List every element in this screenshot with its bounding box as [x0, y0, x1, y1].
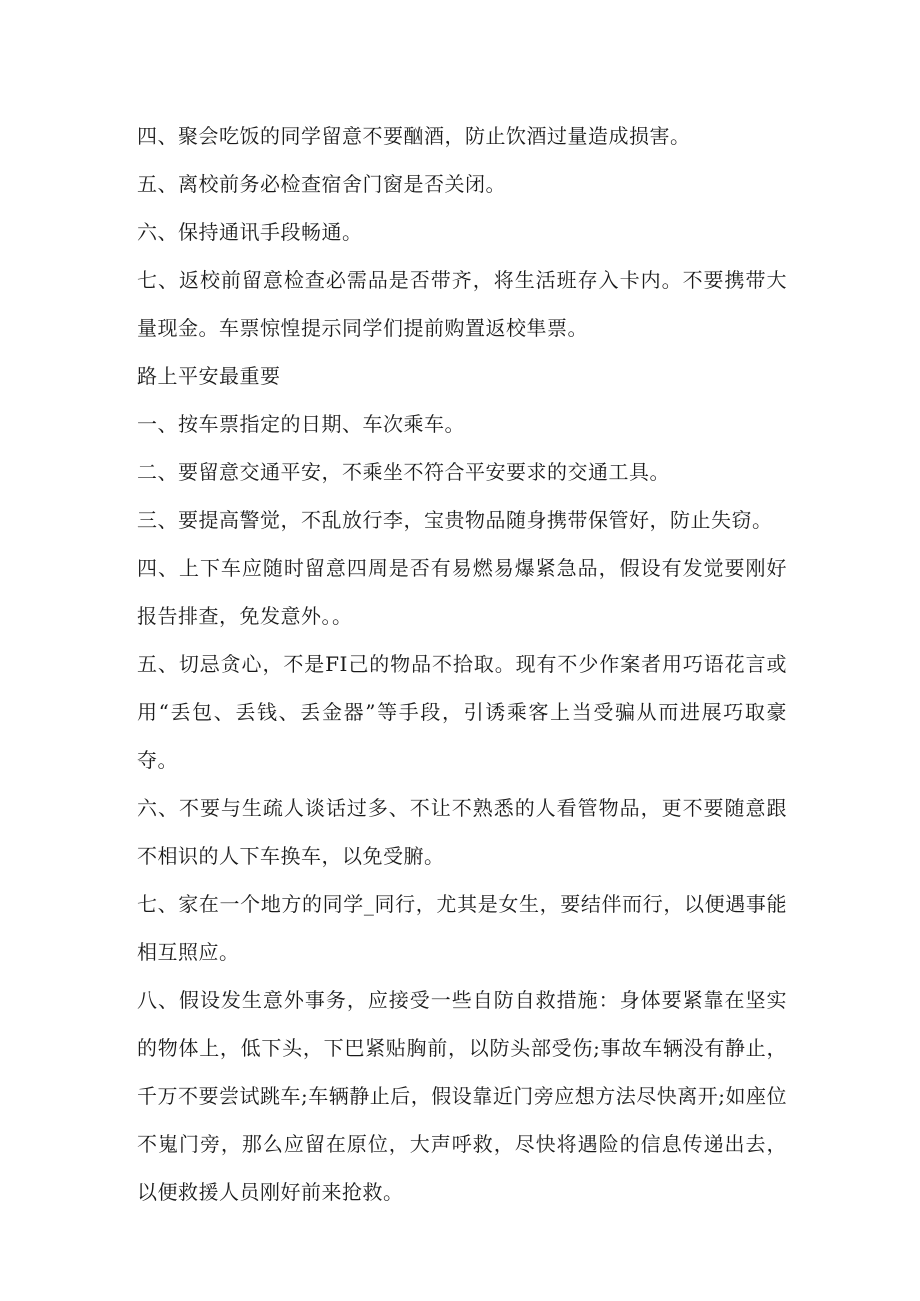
paragraph-travel-1-ticket: 一、按车票指定的日期、车次乘车。: [137, 412, 465, 436]
paragraph-travel-2-traffic: 二、要留意交通平安，不乘坐不符合平安要求的交通工具。: [137, 460, 670, 484]
paragraph-travel-5-greed: 五、切忌贪心，不是FI己的物品不拾取。现有不少作案者用巧语花言或用“丢包、丢钱、丢金器”等手段，引诱乘客上当受骗从而进展巧取豪夺。: [137, 652, 787, 772]
document-body: [137, 112, 787, 1216]
paragraph-item-4-gathering: 四、聚会吃饭的同学留意不要酗酒，防止饮酒过量造成损害。: [137, 124, 691, 148]
paragraph-travel-4-hazards: 四、上下车应随时留意四周是否有易燃易爆紧急品，假设有发觉要刚好报告排查，免发意外。。: [137, 556, 787, 628]
paragraph-travel-6-strangers: 六、不要与生疏人谈话过多、不让不熟悉的人看管物品，更不要随意跟不相识的人下车换车，以免受腑。: [137, 796, 787, 868]
paragraph-item-6-communication: 六、保持通讯手段畅通。: [137, 220, 363, 244]
paragraph-item-5-dorm-check: 五、离校前务必检查宿舍门窗是否关闭。: [137, 172, 506, 196]
section-heading-travel-safety: 路上平安最重要: [137, 364, 281, 388]
paragraph-travel-3-vigilance: 三、要提高警觉，不乱放行李，宝贵物品随身携带保管好，防止失窃。: [137, 508, 773, 532]
paragraph-travel-7-companions: 七、家在一个地方的同学_同行，尤其是女生，要结伴而行，以便遇事能相互照应。: [137, 892, 787, 964]
paragraph-travel-8-emergency: 八、假设发生意外事务，应接受一些自防自救措施：身体要紧靠在坚实的物体上，低下头，下巴紧贴胸前，以防头部受伤;事故车辆没有静止，千万不要尝试跳车;车辆静止后，假设靠近门旁应想方法尽快离开;如座位不嵬门旁，那么应留在原位，大声呼救，尽快将遇险的信息传递出去，以便救援人员刚好前来抢救。: [137, 988, 787, 1204]
paragraph-item-7-return-prep: 七、返校前留意检查必需品是否带齐，将生活班存入卡内。不要携带大量现金。车票惊惶提示同学们提前购置返校隼票。: [137, 268, 787, 340]
